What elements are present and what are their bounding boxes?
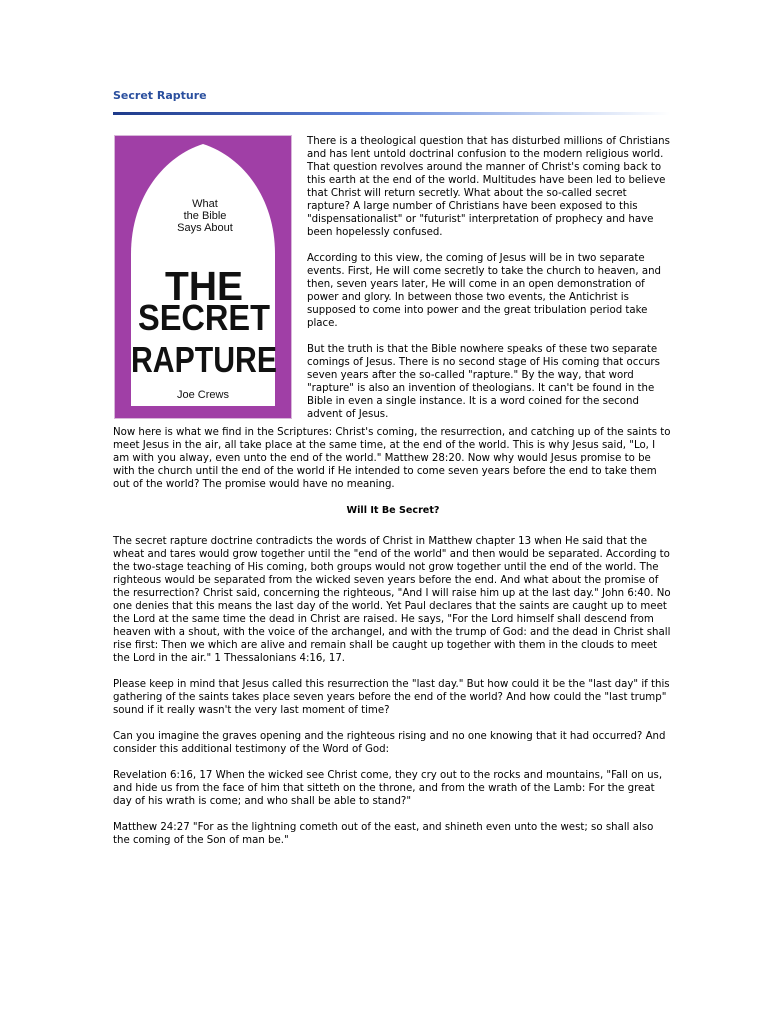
article (113, 88, 673, 860)
body-paragraph-5: Matthew 24:27 "For as the lightning cometh out of the east, and shineth even unto the west; so shall also the coming of the Son of man be." (113, 822, 654, 846)
intro-paragraph-1: There is a theological question that has disturbed millions of Christians and has lent untold doctrinal confusion to the modern religious world. That question revolves around the manner of Christ's coming back to this earth at the end of the world. Multitudes have been led to believe that Christ will return secretly. What about the so-called secret rapture? A large number of Christians have been exposed to this "dispensationalist" or "futurist" interpretation of prophecy and have been hopelessly confused. (307, 136, 670, 238)
intro-text (307, 135, 670, 434)
body-paragraph-3: Can you imagine the graves opening and the righteous rising and no one knowing that it had occurred? And consider this additional testimony of the Word of God: (113, 731, 666, 755)
cover-big-text-2: SECRET (138, 297, 270, 338)
cover-small-text-1: What (192, 198, 218, 210)
scriptures-paragraph: Now here is what we find in the Scriptures: Christ's coming, the resurrection, and catching up of the saints to meet Jesus in the air, all take place at the same time, at the end of the world. This is why Jesus said, "Lo, I am with you alway, even unto the end of the world." Matthew 28:20. Now why would Jesus promise to be with the church until the end of the world if He intended to come seven years before the end to take them out of the world? The promise would have no meaning. (113, 427, 671, 490)
intro-section (113, 135, 673, 426)
body-content (113, 426, 673, 847)
cover-big-text-1: THE (165, 263, 243, 310)
body-paragraph-4: Revelation 6:16, 17 When the wicked see Christ come, they cry out to the rocks and mountains, "Fall on us, and hide us from the face of him that sitteth on the throne, and from the wrath of the Lamb: For the great day of his wrath is come; and who shall be able to stand?" (113, 770, 663, 807)
intro-paragraph-2: According to this view, the coming of Jesus will be in two separate events. First, He will come secretly to take the church to heaven, and then, seven years later, He will come in an open demonstration of power and glory. In between those two events, the Antichrist is supposed to come into power and the great tribulation period take place. (307, 253, 662, 329)
book-cover-image (114, 135, 292, 419)
body-paragraph-2: Please keep in mind that Jesus called this resurrection the "last day." But how could it be the "last day" if this gathering of the saints takes place seven years before the end of the world? And how could the "last trump" sound if it really wasn't the very last moment of time? (113, 679, 670, 716)
cover-author: Joe Crews (177, 389, 229, 401)
section-heading: Will It Be Secret? (346, 505, 440, 516)
intro-paragraph-3: But the truth is that the Bible nowhere speaks of these two separate comings of Jesus. There is no second stage of His coming that occurs seven years after the so-called "rapture." By the way, that word "rapture" is also an invention of theologians. It can't be found in the Bible in even a single instance. It is a word coined for the second advent of Jesus. (307, 344, 660, 420)
page-title: Secret Rapture (113, 89, 207, 102)
cover-small-text-3: Says About (177, 222, 233, 234)
body-paragraph-1: The secret rapture doctrine contradicts the words of Christ in Matthew chapter 13 when He said that the wheat and tares would grow together until the "end of the world" and then would be separated. According to the two-stage teaching of His coming, both groups would not grow together until the end of the world. The righteous would be separated from the wicked seven years before the end. And what about the promise of the resurrection? Christ said, concerning the righteous, "And I will raise him up at the last day." John 6:40. No one denies that this means the last day of the world. Yet Paul declares that the saints are caught up to meet the Lord at the same time the dead in Christ are raised. He says, "For the Lord himself shall descend from heaven with a shout, with the voice of the archangel, and with the trump of God: and the dead in Christ shall rise first: Then we which are alive and remain shall be caught up together with them in the clouds to meet the Lord in the air." 1 Thessalonians 4:16, 17. (113, 536, 671, 664)
cover-big-text-3: RAPTURE (131, 339, 277, 380)
cover-small-text-2: the Bible (183, 210, 227, 222)
title-divider (113, 112, 670, 115)
